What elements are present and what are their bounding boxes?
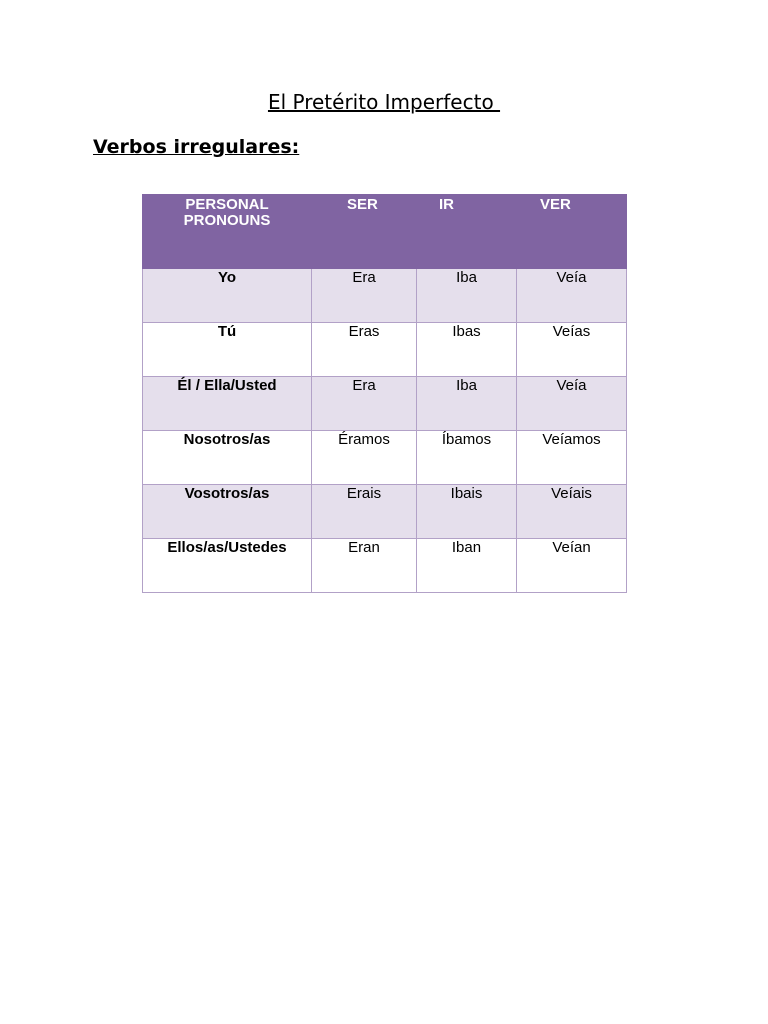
table-row (143, 431, 627, 485)
table-header-row (143, 195, 627, 269)
table-row (143, 377, 627, 431)
ver-cell: Veíais (517, 485, 627, 539)
ser-cell: Era (312, 269, 417, 323)
header-personal-pronouns (143, 195, 312, 269)
conjugation-table (142, 194, 627, 593)
header-ser: SER (312, 195, 417, 269)
ser-cell: Erais (312, 485, 417, 539)
pronoun-cell: Ellos/as/Ustedes (143, 539, 312, 593)
pronoun-cell: Él / Ella/Usted (143, 377, 312, 431)
ser-cell: Eras (312, 323, 417, 377)
ver-cell: Veía (517, 269, 627, 323)
page-title: El Pretérito Imperfecto (267, 90, 501, 114)
ir-cell: Iban (417, 539, 517, 593)
pronoun-cell: Yo (143, 269, 312, 323)
header-ver: VER (517, 195, 627, 269)
ir-cell: Ibais (417, 485, 517, 539)
ver-cell: Veían (517, 539, 627, 593)
ser-cell: Éramos (312, 431, 417, 485)
table-row (143, 323, 627, 377)
ir-cell: Ibas (417, 323, 517, 377)
ir-cell: Iba (417, 269, 517, 323)
pronoun-cell: Tú (143, 323, 312, 377)
ver-cell: Veía (517, 377, 627, 431)
table-row (143, 269, 627, 323)
ser-cell: Eran (312, 539, 417, 593)
pronoun-cell: Vosotros/as (143, 485, 312, 539)
header-pronouns-line1: PERSONAL (185, 196, 269, 213)
ir-cell: Iba (417, 377, 517, 431)
header-pronouns-line2: PRONOUNS (183, 212, 271, 229)
ir-cell: Íbamos (417, 431, 517, 485)
header-ir: IR (417, 195, 517, 269)
ver-cell: Veíamos (517, 431, 627, 485)
table-row (143, 539, 627, 593)
ser-cell: Era (312, 377, 417, 431)
pronoun-cell: Nosotros/as (143, 431, 312, 485)
ver-cell: Veías (517, 323, 627, 377)
table-row (143, 485, 627, 539)
section-heading: Verbos irregulares: (93, 136, 300, 158)
